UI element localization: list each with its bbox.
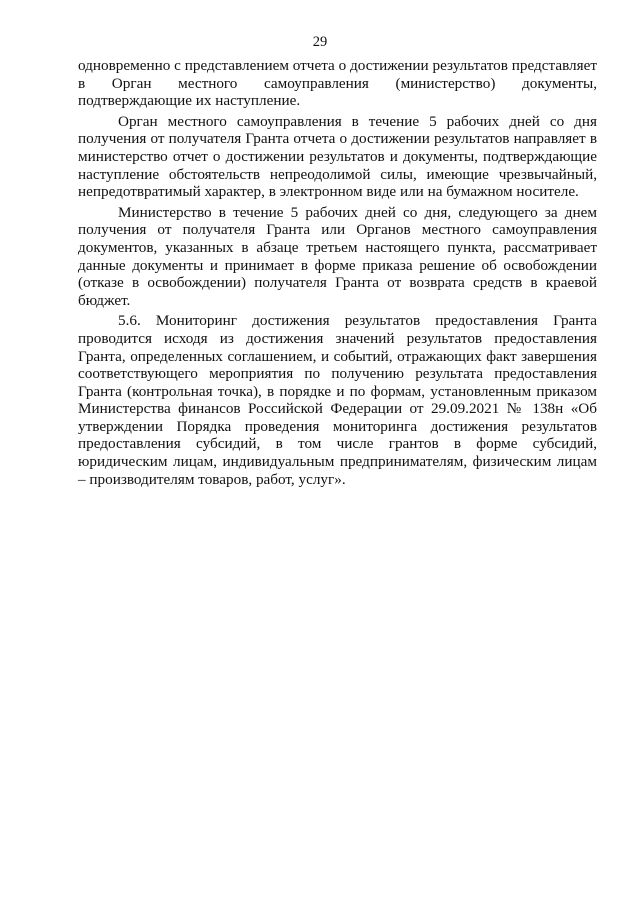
paragraph-monitoring: 5.6. Мониторинг достижения результатов предоставления Гранта проводится исходя из достижения значений результатов предоставления Гранта, определенных соглашением, и событий, отражающих факт завершения соответствующего мероприятия по получению результата предоставления Гранта (контрольная точка), в порядке и по формам, установленным приказом Министерства финансов Российской Федерации от 29.09.2021 № 138н «Об утверждении Порядка проведения мониторинга достижения результатов предоставления субсидий, в том числе грантов в форме субсидий, юридическим лицам, индивидуальным предпринимателям, физическим лицам – производителям товаров, работ, услуг». bbox=[78, 312, 597, 488]
document-body bbox=[78, 57, 597, 488]
paragraph-ministry-decision: Министерство в течение 5 рабочих дней со дня, следующего за днем получения от получателя Гранта или Органов местного самоуправления документов, указанных в абзаце третьем настоящего пункта, рассматривает данные документы и принимает в форме приказа решение об освобождении (отказе в освобождении) получателя Гранта от возврата средств в краевой бюджет. bbox=[78, 203, 597, 309]
paragraph-continuation: одновременно с представлением отчета о достижении результатов представляет в Орган местного самоуправления (министерство) документы, подтверждающие их наступление. bbox=[78, 57, 597, 110]
paragraph-local-authority: Орган местного самоуправления в течение 5 рабочих дней со дня получения от получателя Гранта отчета о достижении результатов направляет в министерство отчет о достижении результатов и документы, подтверждающие наступление обстоятельств непреодолимой силы, имеющие чрезвычайный, непредотвратимый характер, в электронном виде или на бумажном носителе. bbox=[78, 112, 597, 201]
page-number: 29 bbox=[312, 34, 328, 50]
